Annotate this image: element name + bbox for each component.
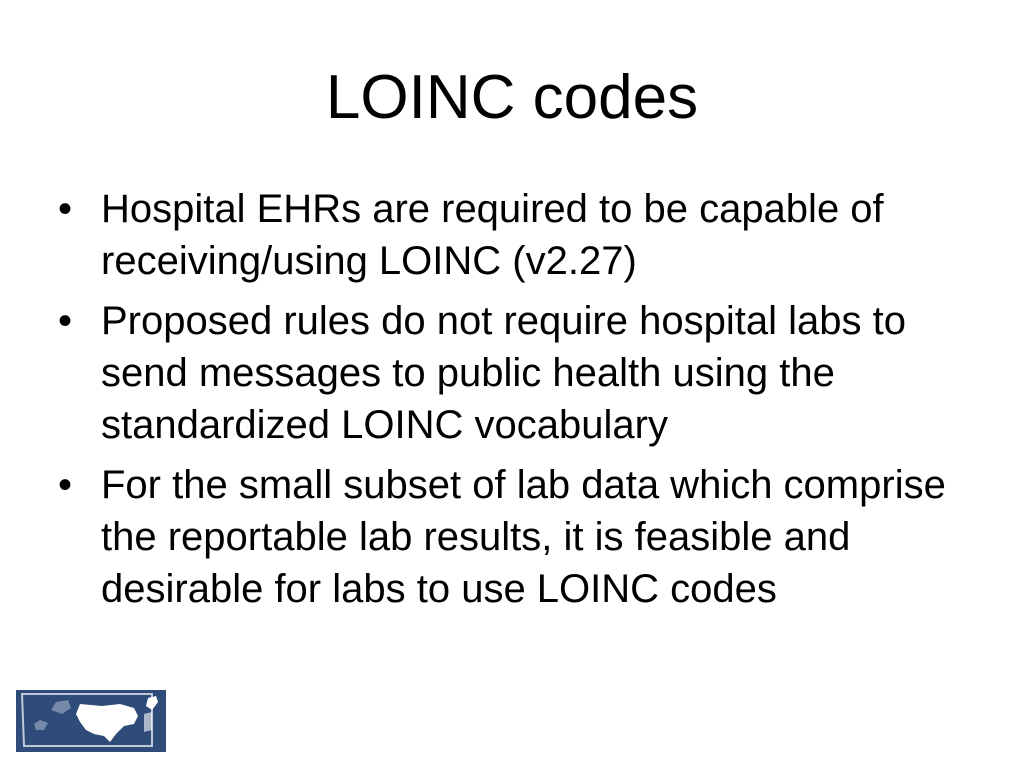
slide-title: LOINC codes [325, 63, 699, 132]
bullet-item [58, 183, 978, 287]
bullet-marker: • [58, 463, 73, 507]
us-map-logo-icon [16, 690, 166, 752]
bullet-text: For the small subset of lab data which comprise the reportable lab results, it is feasible and desirable for labs to use LOINC codes [101, 463, 946, 611]
bullet-item [58, 459, 978, 615]
logo-accent [144, 712, 152, 732]
bullet-marker: • [58, 187, 73, 231]
bullet-text: Proposed rules do not require hospital labs to send messages to public health using the standardized LOINC vocabulary [101, 299, 906, 447]
bullet-item [58, 295, 978, 451]
bullet-text: Hospital EHRs are required to be capable of receiving/using LOINC (v2.27) [101, 187, 884, 283]
bullet-list [58, 183, 978, 623]
bullet-marker: • [58, 299, 73, 343]
